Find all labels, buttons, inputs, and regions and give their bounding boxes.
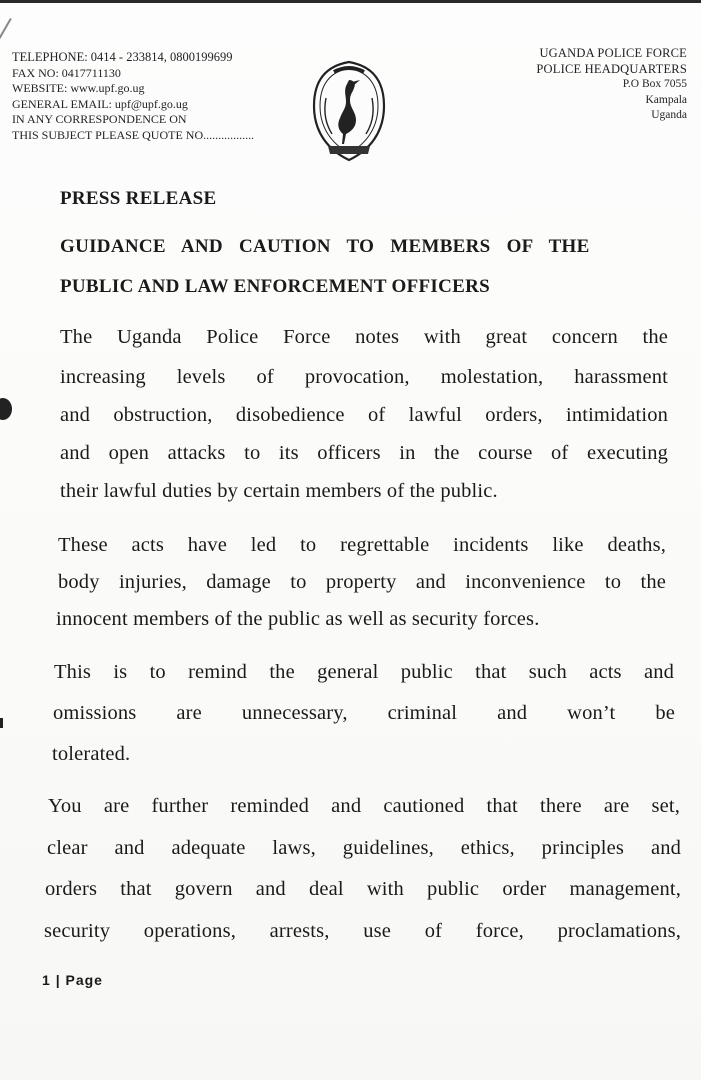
page-number: 1: [42, 972, 51, 988]
paragraph-1-line-2: increasing levels of provocation, molestation, harassment: [60, 366, 668, 388]
paragraph-1-line-4: and open attacks to its officers in the course of executing: [60, 442, 668, 464]
police-crest-icon: [310, 58, 388, 164]
paragraph-2-line-2: body injuries, damage to property and inconvenience to the: [58, 571, 666, 593]
paragraph-2-line-1: These acts have led to regrettable incidents like deaths,: [58, 534, 666, 556]
contact-block: [12, 50, 254, 143]
heading-line-1: GUIDANCE AND CAUTION TO MEMBERS OF THE: [60, 236, 590, 257]
quote-line-2: THIS SUBJECT PLEASE QUOTE NO.................: [12, 127, 255, 142]
website-line: WEBSITE: www.upf.go.ug: [12, 81, 145, 95]
paragraph-4-line-3: orders that govern and deal with public order management,: [45, 878, 681, 900]
document-title: PRESS RELEASE: [60, 188, 217, 209]
paragraph-3-line-3: tolerated.: [52, 743, 131, 765]
hole-punch: [0, 398, 12, 420]
paragraph-4-line-2: clear and adequate laws, guidelines, ethics, principles and: [47, 837, 681, 859]
paragraph-2-line-3: innocent members of the public as well as security forces.: [56, 608, 540, 630]
paragraph-3-line-2: omissions are unnecessary, criminal and won’t be: [53, 702, 675, 724]
margin-mark: [0, 718, 3, 728]
paragraph-4-line-1: You are further reminded and cautioned that there are set,: [48, 795, 680, 817]
telephone-line: TELEPHONE: 0414 - 233814, 0800199699: [12, 50, 233, 64]
paragraph-4-line-4: security operations, arrests, use of force, proclamations,: [44, 920, 681, 942]
paragraph-1-line-3: and obstruction, disobedience of lawful orders, intimidation: [60, 404, 668, 426]
address-line-5: Uganda: [651, 109, 687, 121]
page-top-edge: [0, 0, 701, 3]
page-label: | Page: [55, 972, 103, 988]
email-line: GENERAL EMAIL: upf@upf.go.ug: [12, 96, 188, 111]
pen-mark: [0, 18, 12, 54]
address-block: [536, 46, 687, 124]
page-footer: [42, 972, 103, 988]
paragraph-1-line-1: The Uganda Police Force notes with great concern the: [60, 326, 668, 348]
fax-line: FAX NO: 0417711130: [12, 65, 121, 80]
paragraph-3-line-1: This is to remind the general public that such acts and: [54, 661, 674, 683]
quote-line-1: IN ANY CORRESPONDENCE ON: [12, 112, 187, 126]
address-line-4: Kampala: [645, 93, 687, 106]
address-line-3: P.O Box 7055: [622, 78, 687, 90]
address-line-1: UGANDA POLICE FORCE: [539, 46, 687, 60]
heading-line-2: PUBLIC AND LAW ENFORCEMENT OFFICERS: [60, 276, 490, 297]
address-line-2: POLICE HEADQUARTERS: [536, 61, 687, 76]
paragraph-1-line-5: their lawful duties by certain members of the public.: [60, 480, 498, 502]
